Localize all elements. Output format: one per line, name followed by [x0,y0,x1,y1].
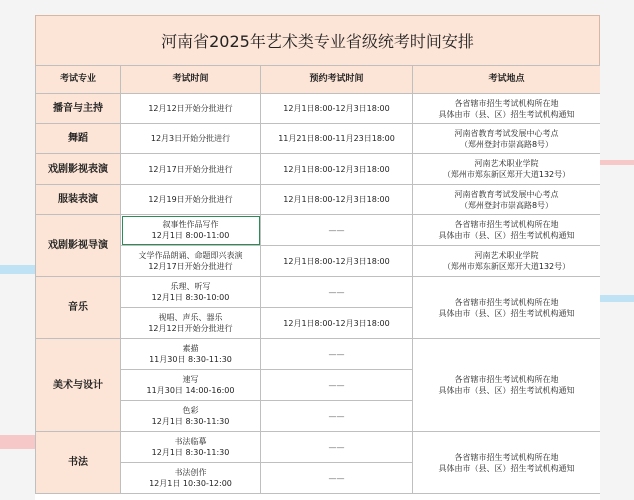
table-row [36,94,601,124]
time-cell: 色彩 12月1日 8:30-11:30 [121,401,261,432]
bg-stripe-red [0,435,35,449]
place-cell: 各省辖市招生考试机构所在地 具体由市（县、区）招生考试机构通知 [413,277,601,339]
subject-cell: 戏剧影视表演 [36,154,121,185]
table-row [36,277,601,308]
place-cell: 各省辖市招生考试机构所在地 具体由市（县、区）招生考试机构通知 [413,339,601,432]
place-cell: 河南省教育考试发展中心考点 （郑州登封市崇高路8号） [413,185,601,215]
header-row [36,66,601,94]
time-cell: 乐理、听写 12月1日 8:30-10:00 [121,277,261,308]
schedule-sheet [35,15,600,500]
appt-cell: —— [261,401,413,432]
subject-cell: 音乐 [36,277,121,339]
place-cell: 各省辖市招生考试机构所在地 具体由市（县、区）招生考试机构通知 [413,215,601,246]
subject-cell: 美术与设计 [36,339,121,432]
appt-cell: —— [261,432,413,463]
bg-stripe-blue [0,265,35,274]
appt-cell: —— [261,215,413,246]
appt-cell: 12月1日8:00-12月3日18:00 [261,308,413,339]
place-cell: 河南省教育考试发展中心考点 （郑州登封市崇高路8号） [413,124,601,154]
subject-cell: 戏剧影视导演 [36,215,121,277]
time-cell: 速写 11月30日 14:00-16:00 [121,370,261,401]
subject-cell: 舞蹈 [36,124,121,154]
subject-cell: 书法 [36,432,121,494]
subject-cell: 服装表演 [36,185,121,215]
time-cell: 12月19日开始分批进行 [121,185,261,215]
time-cell: 12月17日开始分批进行 [121,154,261,185]
place-cell: 河南艺术职业学院 （郑州市郑东新区郑开大道132号） [413,154,601,185]
table-row [36,339,601,370]
appt-cell: 12月1日8:00-12月3日18:00 [261,185,413,215]
time-cell: 12月3日开始分批进行 [121,124,261,154]
appt-cell: —— [261,463,413,494]
time-cell[interactable]: 叙事性作品写作 12月1日 8:00-11:00 [121,215,261,246]
page-title: 河南省2025年艺术类专业省级统考时间安排 [35,15,600,65]
time-cell: 素描 11月30日 8:30-11:30 [121,339,261,370]
table-row [36,185,601,215]
place-cell: 各省辖市招生考试机构所在地 具体由市（县、区）招生考试机构通知 [413,432,601,494]
table-row [36,246,601,277]
time-cell: 视唱、声乐、器乐 12月12日开始分批进行 [121,308,261,339]
schedule-table [35,65,600,494]
place-cell: 河南艺术职业学院 （郑州市郑东新区郑开大道132号） [413,246,601,277]
time-cell: 书法临摹 12月1日 8:30-11:30 [121,432,261,463]
time-cell: 文学作品朗诵、命题即兴表演 12月17日开始分批进行 [121,246,261,277]
table-row [36,432,601,463]
table-row [36,124,601,154]
header-exam-location: 考试地点 [413,66,601,94]
appt-cell: —— [261,339,413,370]
header-appointment-time: 预约考试时间 [261,66,413,94]
appt-cell: 12月1日8:00-12月3日18:00 [261,154,413,185]
time-cell: 12月12日开始分批进行 [121,94,261,124]
appt-cell: 12月1日8:00-12月3日18:00 [261,246,413,277]
appt-cell: 12月1日8:00-12月3日18:00 [261,94,413,124]
place-cell: 各省辖市招生考试机构所在地 具体由市（县、区）招生考试机构通知 [413,94,601,124]
appt-cell: —— [261,370,413,401]
table-row [36,215,601,246]
header-subject: 考试专业 [36,66,121,94]
appt-cell: —— [261,277,413,308]
header-exam-time: 考试时间 [121,66,261,94]
table-row [36,154,601,185]
appt-cell: 11月21日8:00-11月23日18:00 [261,124,413,154]
subject-cell: 播音与主持 [36,94,121,124]
bg-stripe-red-right [600,160,634,165]
bg-stripe-blue-right [600,295,634,302]
time-cell: 书法创作 12月1日 10:30-12:00 [121,463,261,494]
